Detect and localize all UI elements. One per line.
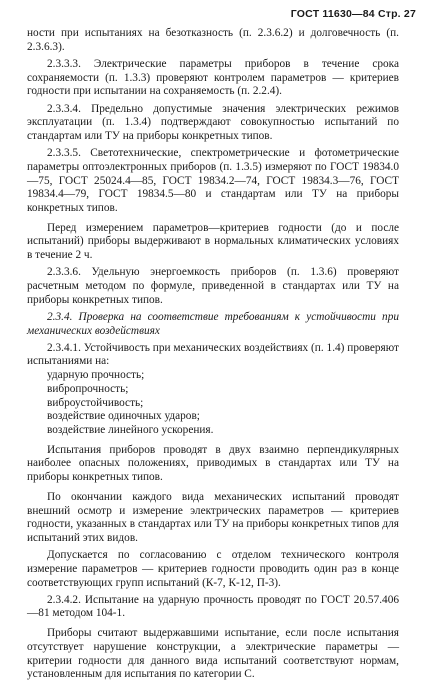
paragraph: ности при испытаниях на безотказность (п. 2.3.6.2) и долговечность (п. 2.3.6.3). [27,27,399,53]
list-item: ударную прочность; [47,369,145,382]
paragraph: 2.3.3.4. Предельно допустимые значения электрических режимов эксплуатации (п. 1.3.4) подтверждают совокупностью испытаний по стандартам или ТУ на приборы конкретных типов. [27,102,399,142]
paragraph: 2.3.3.5. Светотехнические, спектрометрические и фотометрические параметры оптоэлектронных приборов (п. 1.3.5) измеряют по ГОСТ 19834.0—75, ГОСТ 25024.4—85, ГОСТ 19834.2—74, ГОСТ 19834.3—76, ГОСТ 19834.4—79, ГОСТ 19834.5—80 и стандартам или ТУ на приборы конкретных типов. [27,147,399,214]
paragraph: Перед измерением параметров—критериев годности (до и после испытаний) приборы выдерживают в нормальных климатических условиях в течение 2 ч. [27,221,399,262]
list-item: воздействие одиночных ударов; [47,410,200,423]
test-list [27,369,399,438]
list-item: воздействие линейного ускорения. [47,423,214,436]
list-item: виброустойчивость; [47,396,144,409]
paragraph: 2.3.4.1. Устойчивость при механических воздействиях (п. 1.4) проверяют испытаниями на: [27,341,399,368]
document-body [27,27,399,682]
paragraph: Испытания приборов проводят в двух взаимно перпендикулярных наиболее опасных положениях, приводимых в стандартах или ТУ на приборы конкретных типов. [27,443,399,484]
paragraph: 2.3.3.6. Удельную энергоемкость приборов (п. 1.3.6) проверяют расчетным методом по формуле, приведенной в стандартах или ТУ на приборы конкретных типов. [27,266,399,306]
paragraph: 2.3.4.2. Испытание на ударную прочность проводят по ГОСТ 20.57.406—81 методом 104-1. [27,593,399,620]
page-header: ГОСТ 11630—84 Стр. 27 [290,8,416,20]
paragraph: Допускается по согласованию с отделом технического контроля измерение параметров — критериев годности проводить один раз в конце соответствующих групп испытаний (К-7, К-12, П-3). [27,549,399,589]
paragraph: 2.3.3.3. Электрические параметры приборов в течение срока сохраняемости (п. 1.3.3) проверяют контролем параметров — критериев годности при испытании на сохраняемость (п. 2.2.4). [27,57,399,98]
paragraph: По окончании каждого вида механических испытаний проводят внешний осмотр и измерение электрических параметров — критериев годности, указанных в стандартах или ТУ на приборы конкретных типов для испытаний этих видов. [27,490,399,544]
section-heading: 2.3.4. Проверка на соответствие требованиям к устойчивости при механических воздействиях [27,310,399,337]
list-item: вибропрочность; [47,382,129,395]
paragraph: Приборы считают выдержавшими испытание, если после испытания отсутствует нарушение конструкции, а электрические параметры — критерии годности для данного вида испытаний соответствуют нормам, установленным для испытания по категории С. [27,627,399,681]
